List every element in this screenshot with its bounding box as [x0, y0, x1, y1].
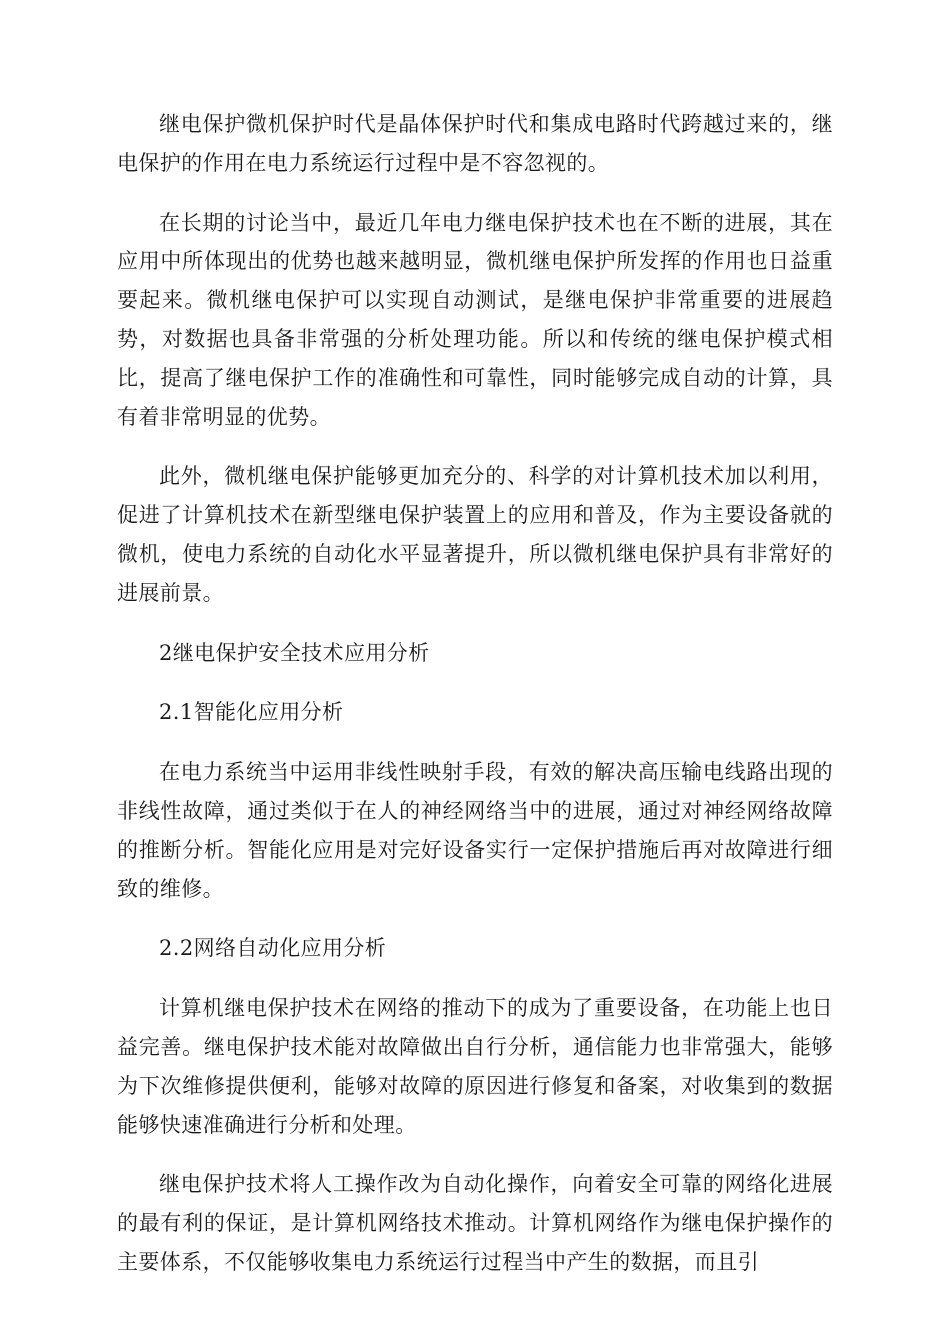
paragraph-4: 在电力系统当中运用非线性映射手段，有效的解决高压输电线路出现的非线性故障，通过类似于在人的神经网络当中的进展，通过对神经网络故障的推断分析。智能化应用是对完好设备实行一定保护措施后再对故障进行细致的维修。	[117, 760, 833, 901]
paragraph-5: 计算机继电保护技术在网络的推动下的成为了重要设备，在功能上也日益完善。继电保护技术能对故障做出自行分析，通信能力也非常强大，能够为下次维修提供便利，能够对故障的原因进行修复和备案，对收集到的数据能够快速准确进行分析和处理。	[117, 996, 833, 1137]
paragraph-3: 此外，微机继电保护能够更加充分的、科学的对计算机技术加以利用，促进了计算机技术在新型继电保护装置上的应用和普及，作为主要设备就的微机，使电力系统的自动化水平显著提升，所以微机继电保护具有非常好的进展前景。	[117, 464, 833, 605]
paragraph-1: 继电保护微机保护时代是晶体保护时代和集成电路时代跨越过来的，继电保护的作用在电力系统运行过程中是不容忽视的。	[117, 112, 833, 175]
paragraph-2: 在长期的讨论当中，最近几年电力继电保护技术也在不断的进展，其在应用中所体现出的优势也越来越明显，微机继电保护所发挥的作用也日益重要起来。微机继电保护可以实现自动测试，是继电保护非常重要的进展趋势，对数据也具备非常强的分析处理功能。所以和传统的继电保护模式相比，提高了继电保护工作的准确性和可靠性，同时能够完成自动的计算，具有着非常明显的优势。	[117, 210, 833, 429]
document-body	[117, 105, 833, 1303]
subsection-heading-2-1: 2.1智能化应用分析	[159, 700, 344, 725]
paragraph-6: 继电保护技术将人工操作改为自动化操作，向着安全可靠的网络化进展的最有利的保证，是计算机网络技术推动。计算机网络作为继电保护操作的主要体系，不仅能够收集电力系统运行过程当中产生的数据，而且引	[117, 1172, 833, 1274]
subsection-heading-2-2: 2.2网络自动化应用分析	[159, 936, 387, 961]
section-heading-2: 2继电保护安全技术应用分析	[159, 640, 430, 665]
